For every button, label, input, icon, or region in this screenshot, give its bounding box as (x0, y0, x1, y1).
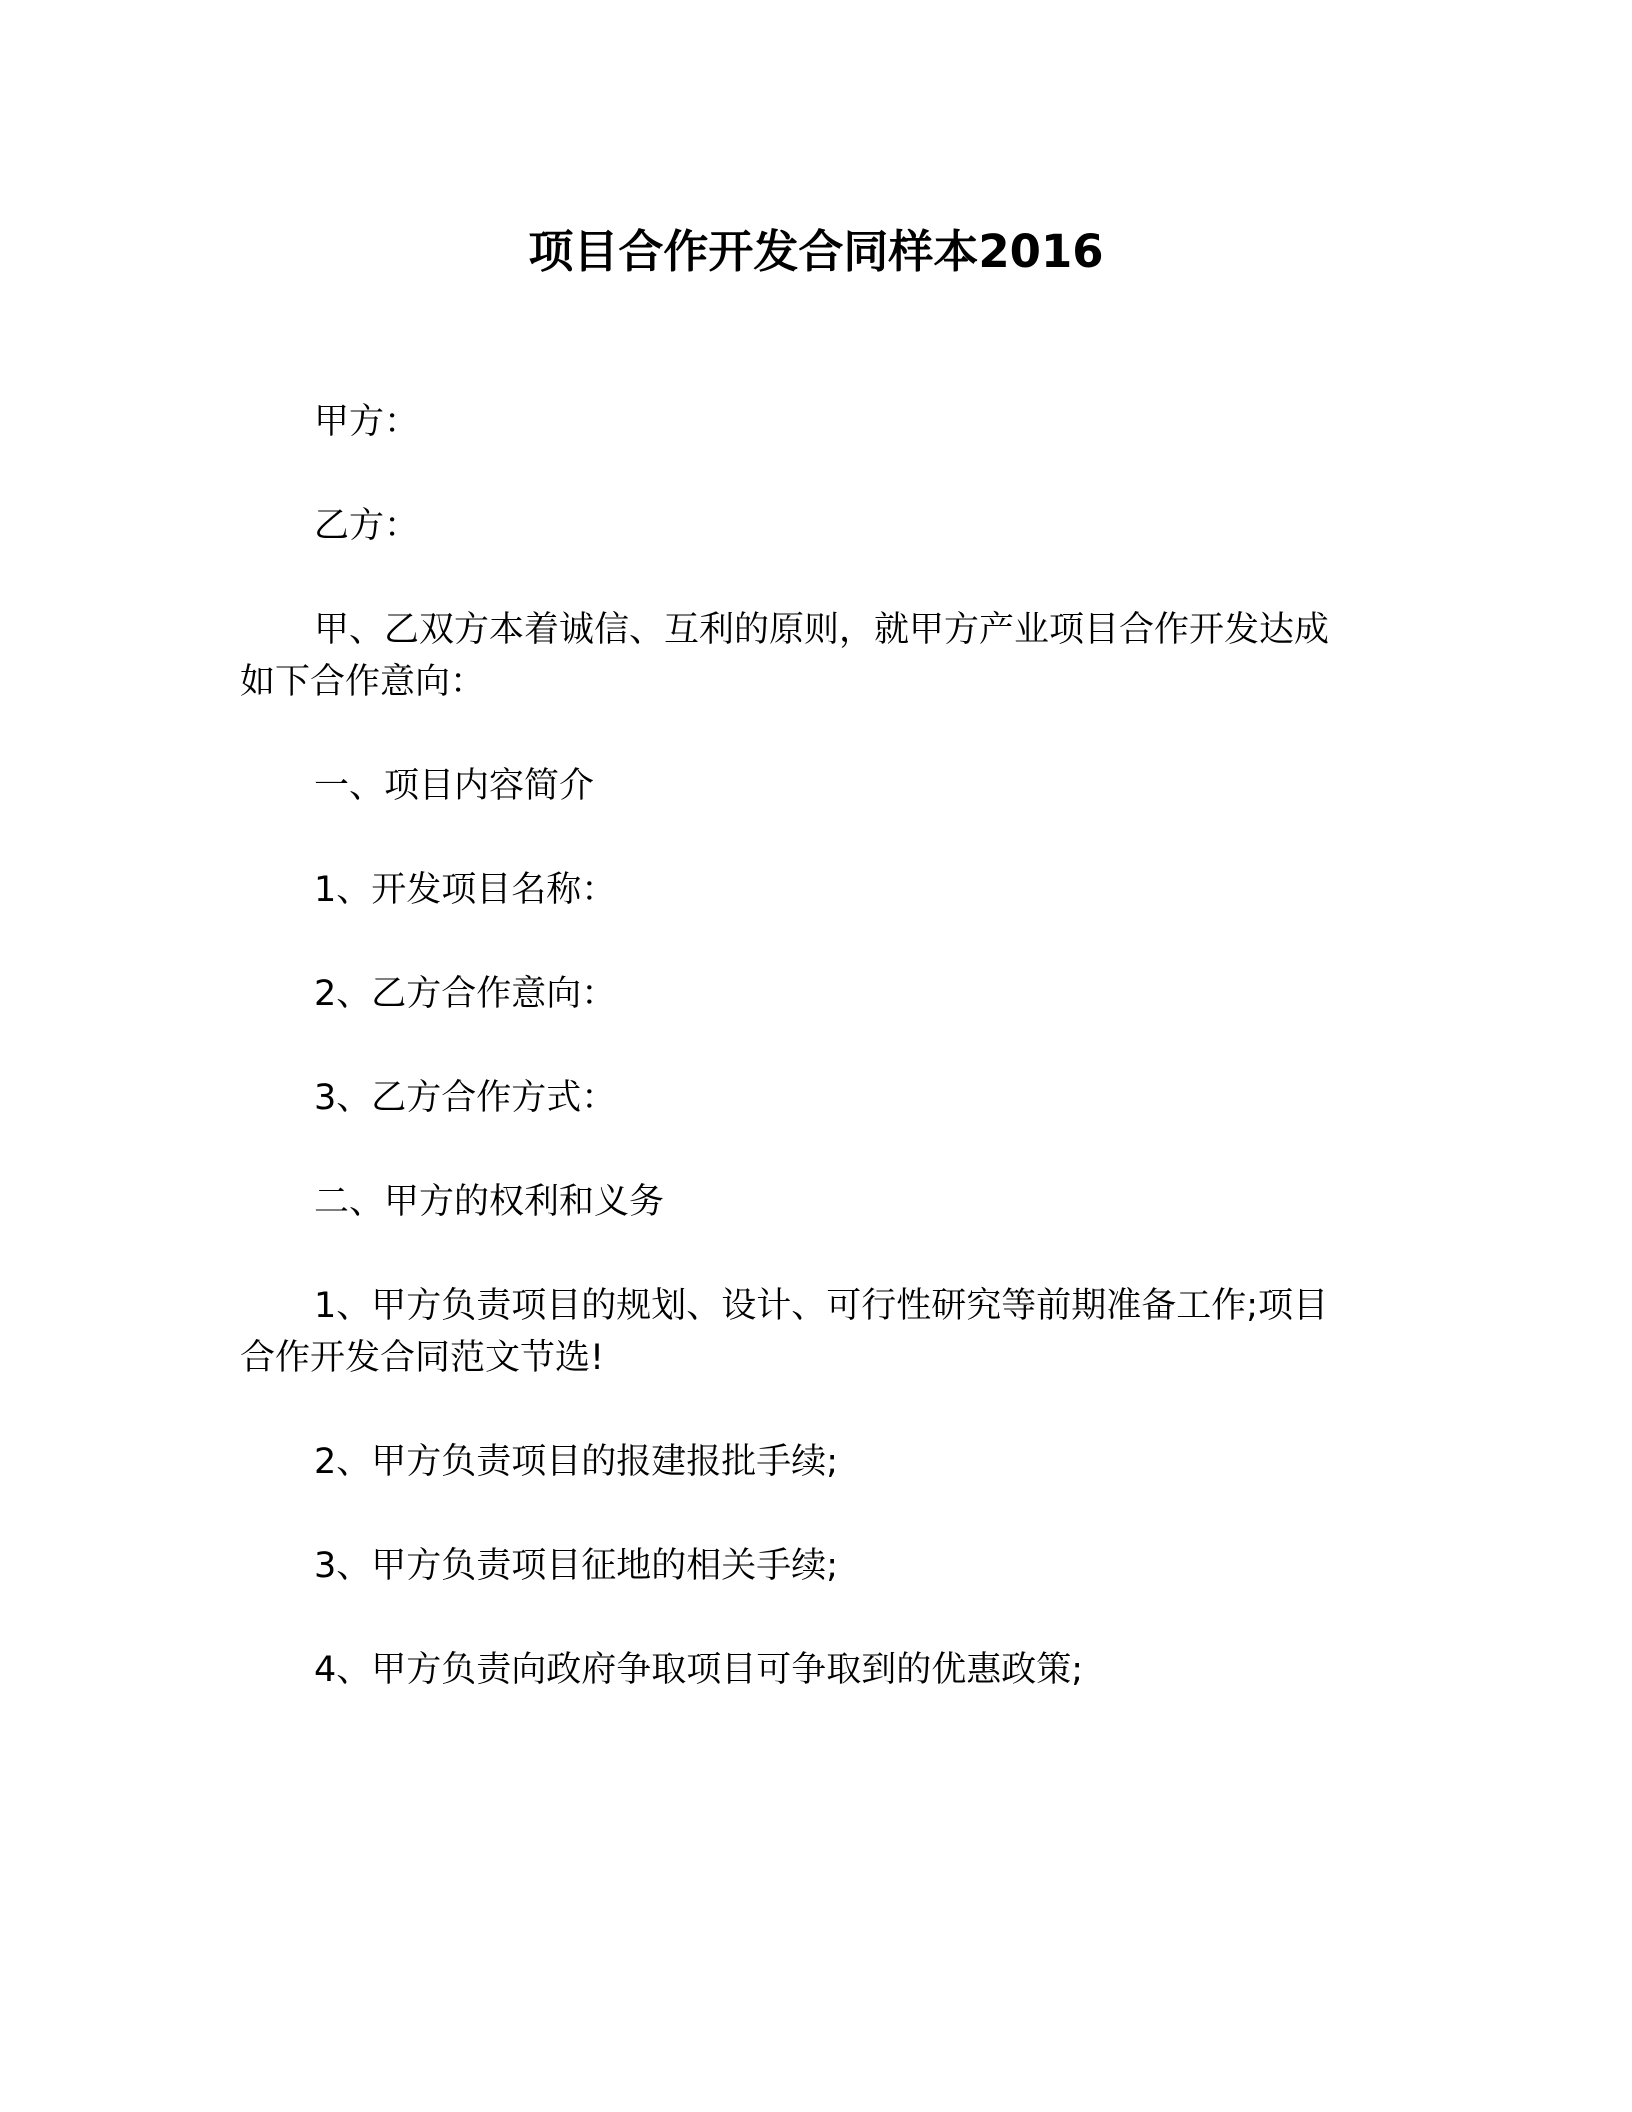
party-b-line: 乙方： (314, 506, 420, 546)
section-heading-2: 二、甲方的权利和义务 (314, 1182, 665, 1222)
clause-2-2: 2、甲方负责项目的报建报批手续; (314, 1442, 839, 1482)
clause-2-1: 1、甲方负责项目的规划、设计、可行性研究等前期准备工作;项目合作开发合同范文节选! (240, 1286, 1329, 1378)
document-title: 项目合作开发合同样本2016 (528, 225, 1104, 278)
section-heading-1: 一、项目内容简介 (314, 766, 595, 806)
clause-2-3: 3、甲方负责项目征地的相关手续; (314, 1546, 839, 1586)
clause-1-2: 2、乙方合作意向： (314, 974, 617, 1014)
document-body (240, 396, 1360, 1748)
clause-1-3: 3、乙方合作方式： (314, 1078, 617, 1118)
clause-2-4: 4、甲方负责向政府争取项目可争取到的优惠政策; (314, 1650, 1084, 1690)
intro-paragraph: 甲、乙双方本着诚信、互利的原则，就甲方产业项目合作开发达成如下合作意向： (240, 610, 1330, 702)
clause-1-1: 1、开发项目名称： (314, 870, 617, 910)
party-a-line: 甲方： (314, 402, 420, 442)
